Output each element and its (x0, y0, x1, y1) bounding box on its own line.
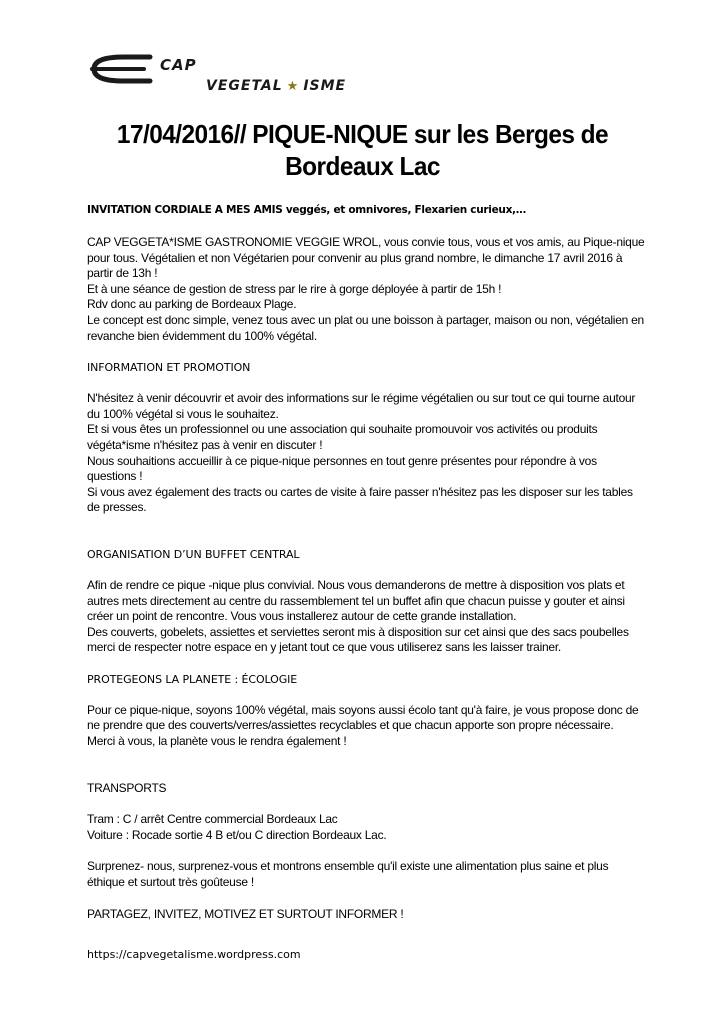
logo-cap-text: CAP (160, 56, 197, 74)
info-line: Nous souhaitions accueillir à ce pique-nique personnes en tout genre présentes pour répondre à vos questions ! (87, 453, 597, 484)
closing-paragraph: Surprenez- nous, surprenez-vous et montrons ensemble qu'il existe une alimentation plus saine et plus éthique et surtout très goûteuse ! (87, 859, 609, 890)
ecology-line: Pour ce pique-nique, soyons 100% végétal, mais soyons aussi écolo tant qu'à faire, je vous propose donc de ne prendre que des couverts/verres/assiettes recyclables et que chacun apporte son propre nécessaire. (87, 702, 639, 733)
document-body (87, 203, 647, 922)
transport-line: Voiture : Rocade sortie 4 B et/ou C direction Bordeaux Lac. (87, 827, 387, 842)
buffet-line: Des couverts, gobelets, assiettes et serviettes seront mis à disposition sur cet ainsi que des sacs poubelles merci de respecter notre espace en y jetant tout ce que vous utiliserez sans les laisser trainer. (87, 624, 629, 655)
logo-isme-text: ISME (303, 78, 347, 94)
intro-line: Le concept est donc simple, venez tous avec un plat ou une boisson à partager, maison ou non, végétalien en revanche bien évidemment du 100% végétal. (87, 312, 644, 343)
intro-line: CAP VEGGETA*ISME GASTRONOMIE VEGGIE WROL, vous convie tous, vous et vos amis, au Pique-nique pour tous. Végétalien et non Végétarien pour convenir au plus grand nombre, le dimanche 17 avril 2016 à partir de 13h ! (87, 235, 645, 281)
section-heading-buffet: ORGANISATION D’UN BUFFET CENTRAL (87, 547, 300, 561)
transport-line: Tram : C / arrêt Centre commercial Bordeaux Lac (87, 812, 338, 827)
footer-url[interactable]: https://capvegetalisme.wordpress.com (87, 948, 301, 961)
intro-line: Rdv donc au parking de Bordeaux Plage. (87, 297, 297, 312)
info-line: Et si vous êtes un professionnel ou une association qui souhaite promouvoir vos activités ou produits végéta*isme n'hésitez pas à venir en discuter ! (87, 422, 598, 452)
section-heading-transport: TRANSPORTS (87, 780, 167, 795)
page-title: 17/04/2016// PIQUE-NIQUE sur les Berges de Bordeaux Lac (116, 119, 609, 181)
info-line: N'hésitez à venir découvrir et avoir des informations sur le régime végétalien ou sur tout ce qui tourne autour du 100% végétal si vous le souhaitez. (87, 391, 636, 421)
ecology-line: Merci à vous, la planète vous le rendra également ! (87, 734, 347, 749)
section-heading-info: INFORMATION ET PROMOTION (87, 361, 251, 375)
invitation-line: INVITATION CORDIALE A MES AMIS veggés, et omnivores, Flexarien curieux,… (87, 204, 526, 216)
logo (90, 50, 430, 100)
info-line: Si vous avez également des tracts ou cartes de visite à faire passer n'hésitez pas les disposer sur les tables de presses. (87, 484, 633, 515)
logo-vegetalisme-text (206, 78, 346, 94)
star-icon: ★ (286, 79, 300, 94)
buffet-line: Afin de rendre ce pique -nique plus convivial. Nous vous demanderons de mettre à disposition vos plats et autres mets directement au centre du rassemblement tel un buffet afin que chacun puisse y gouter et ainsi créer un point de rencontre. Vous vous installerez autour de cette grande installation. (87, 577, 625, 624)
logo-vegetal-text: VEGETAL (206, 78, 283, 94)
logo-mark-icon (90, 54, 154, 84)
section-heading-ecology: PROTEGEONS LA PLANETE : ÉCOLOGIE (87, 672, 298, 686)
intro-line: Et à une séance de gestion de stress par le rire à gorge déployée à partir de 15h ! (87, 281, 502, 296)
call-to-action: PARTAGEZ, INVITEZ, MOTIVEZ ET SURTOUT INFORMER ! (87, 906, 404, 921)
